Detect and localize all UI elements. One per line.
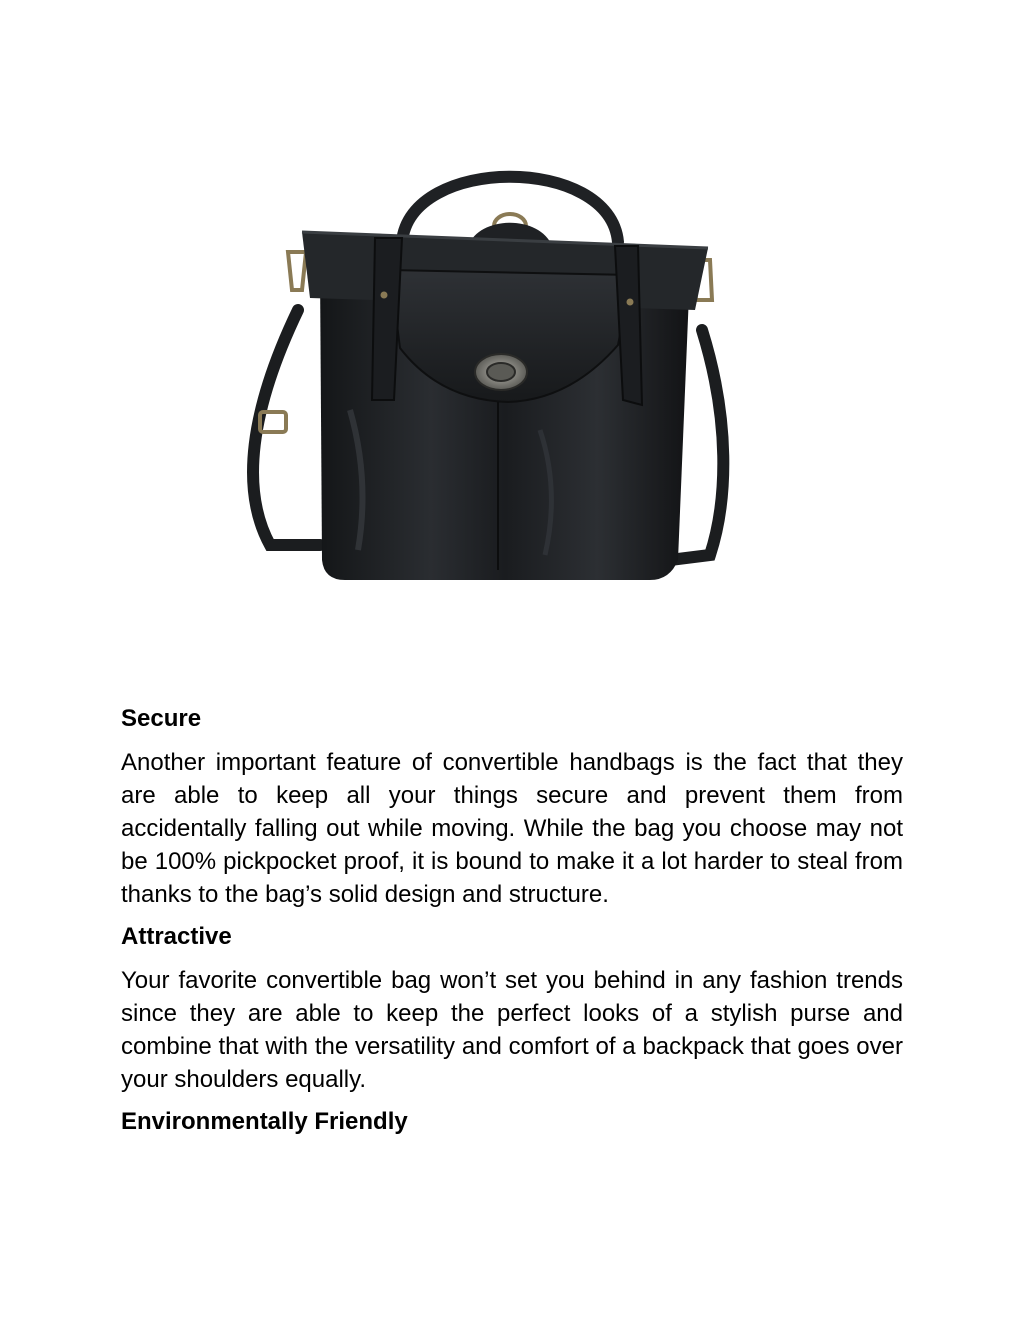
handbag-image <box>240 160 730 590</box>
section-heading-secure: Secure <box>121 705 202 732</box>
section-heading-environmentally-friendly: Environmentally Friendly <box>121 1108 408 1135</box>
section-body-secure: Another important feature of convertible handbags is the fact that they are able to keep all your things secure and prevent them from accidentally falling out while moving. While the bag you choose may not be 100% pickpocket proof, it is bound to make it a lot harder to steal from thanks to the bag’s solid design and structure. <box>121 749 903 908</box>
section-body-attractive: Your favorite convertible bag won’t set you behind in any fashion trends since they are able to keep the perfect looks of a stylish purse and combine that with the versatility and comfort of a backpack that goes over your shoulders equally. <box>121 967 903 1093</box>
section-heading-attractive: Attractive <box>121 923 232 950</box>
article-content <box>121 702 903 1139</box>
